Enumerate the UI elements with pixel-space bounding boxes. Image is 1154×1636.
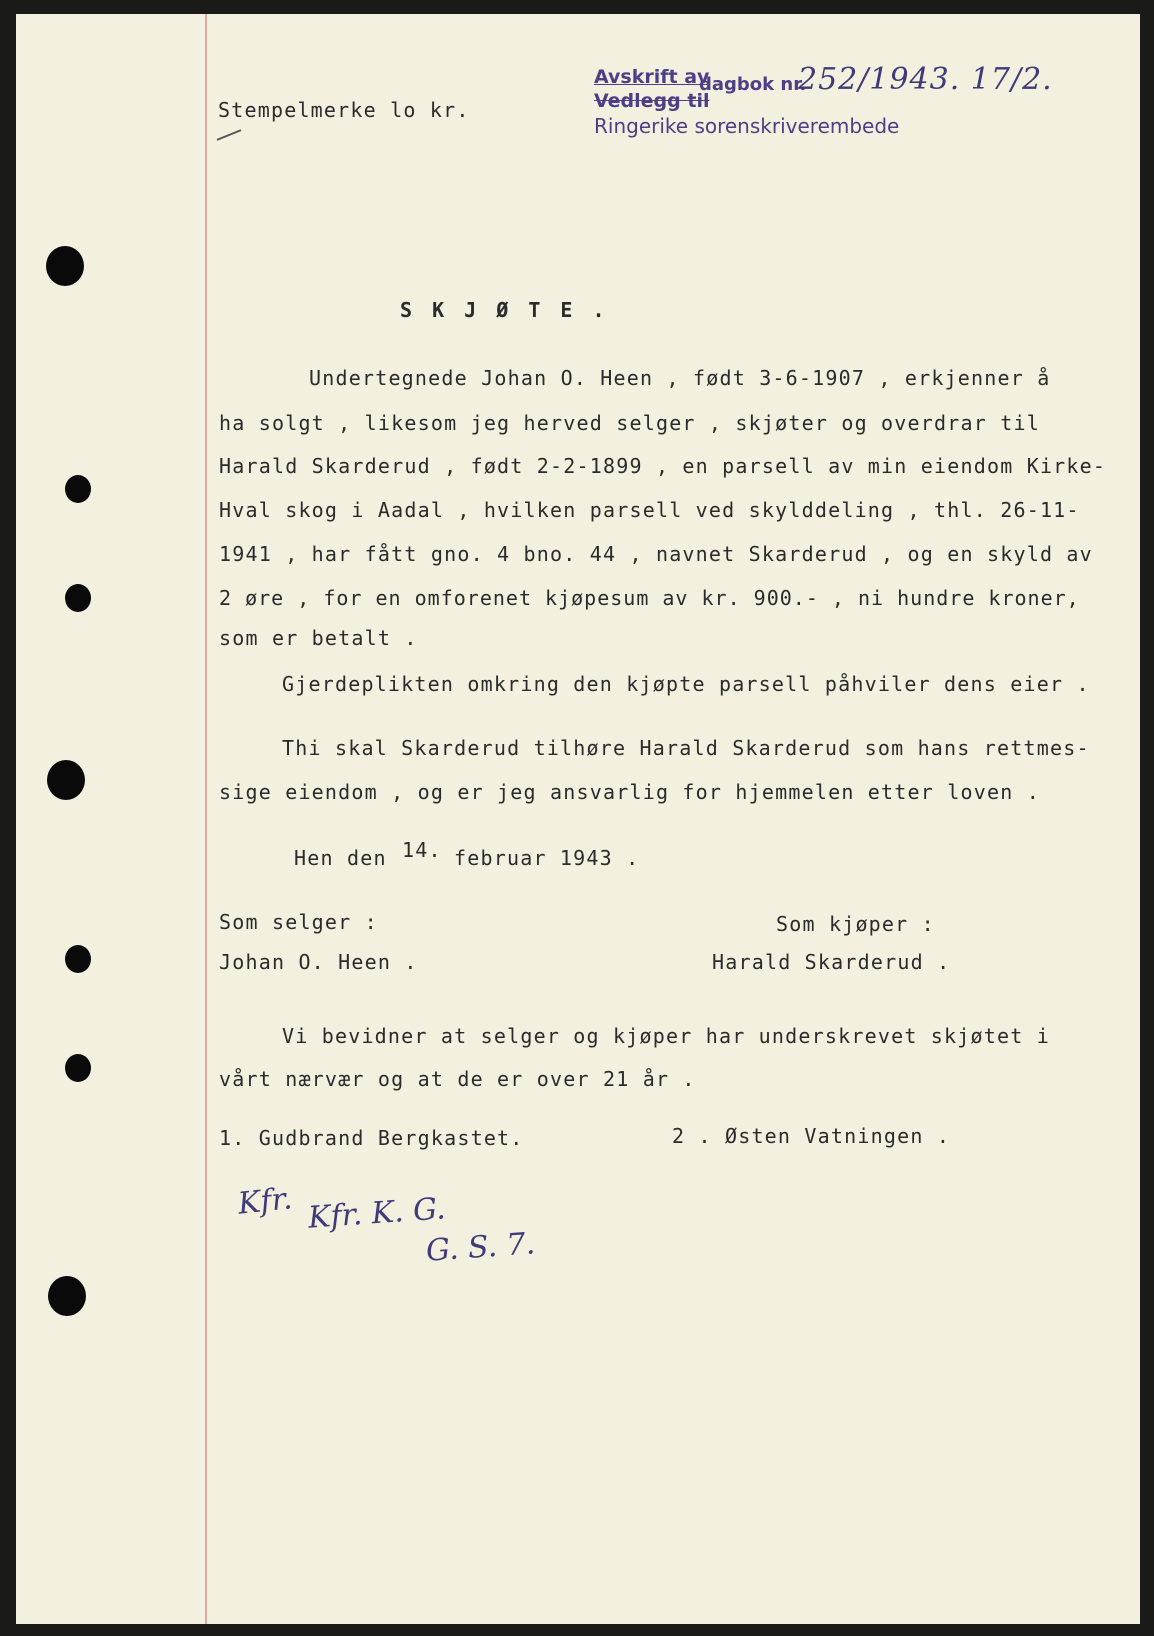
stamp-copy-of: Avskrift av <box>594 66 710 88</box>
seller-label: Som selger : <box>219 910 378 934</box>
stamp-crossed-out: Vedlegg til <box>594 90 710 112</box>
ownership-line: Thi skal Skarderud tilhøre Harald Skarderud som hans rettmes- <box>282 736 1090 760</box>
witness-2: 2 . Østen Vatningen . <box>672 1124 951 1148</box>
document-title: S K J Ø T E . <box>400 298 609 322</box>
punch-hole <box>65 1054 91 1082</box>
body-line: 2 øre , for en omforenet kjøpesum av kr. 900.- , ni hundre kroner, <box>219 586 1080 610</box>
buyer-label: Som kjøper : <box>776 912 935 936</box>
fence-clause: Gjerdeplikten omkring den kjøpte parsell påhviler dens eier . <box>282 672 1090 696</box>
witness-line: vårt nærvær og at de er over 21 år . <box>219 1067 696 1091</box>
body-line: 1941 , har fått gno. 4 bno. 44 , navnet Skarderud , og en skyld av <box>219 542 1093 566</box>
stamp-fee-note: Stempelmerke lo kr. <box>218 98 470 122</box>
stamp-dagbok-number: 252/1943. 17/2. <box>798 62 1053 97</box>
date-prefix: Hen den <box>294 846 387 870</box>
witness-line: Vi bevidner at selger og kjøper har underskrevet skjøtet i <box>282 1024 1050 1048</box>
date-day: 14. <box>402 838 442 862</box>
handwritten-note: Kfr. <box>236 1181 294 1222</box>
punch-hole <box>46 246 84 286</box>
punch-hole <box>65 945 91 973</box>
body-line: Harald Skarderud , født 2-2-1899 , en parsell av min eiendom Kirke- <box>219 454 1107 478</box>
pen-tick-mark <box>217 129 242 141</box>
punch-hole <box>65 475 91 503</box>
buyer-name: Harald Skarderud . <box>712 950 951 974</box>
handwritten-note: G. S. 7. <box>424 1226 537 1269</box>
margin-line <box>205 14 207 1624</box>
punch-hole <box>65 584 91 612</box>
stamp-court-office: Ringerike sorenskriverembede <box>594 114 900 138</box>
body-line: Hval skog i Aadal , hvilken parsell ved skylddeling , thl. 26-11- <box>219 498 1080 522</box>
ownership-line: sige eiendom , og er jeg ansvarlig for hjemmelen etter loven . <box>219 780 1040 804</box>
body-line: ha solgt , likesom jeg herved selger , skjøter og overdrar til <box>219 411 1040 435</box>
punch-hole <box>47 760 85 800</box>
handwritten-note: Kfr. K. G. <box>306 1191 447 1236</box>
body-line: Undertegnede Johan O. Heen , født 3-6-1907 , erkjenner å <box>309 366 1051 390</box>
stamp-dagbok-label: dagbok nr. <box>699 74 807 95</box>
body-line: som er betalt . <box>219 626 418 650</box>
punch-hole <box>48 1276 86 1316</box>
document-page <box>16 14 1140 1624</box>
seller-name: Johan O. Heen . <box>219 950 418 974</box>
date-rest: februar 1943 . <box>454 846 640 870</box>
witness-1: 1. Gudbrand Bergkastet. <box>219 1126 524 1150</box>
